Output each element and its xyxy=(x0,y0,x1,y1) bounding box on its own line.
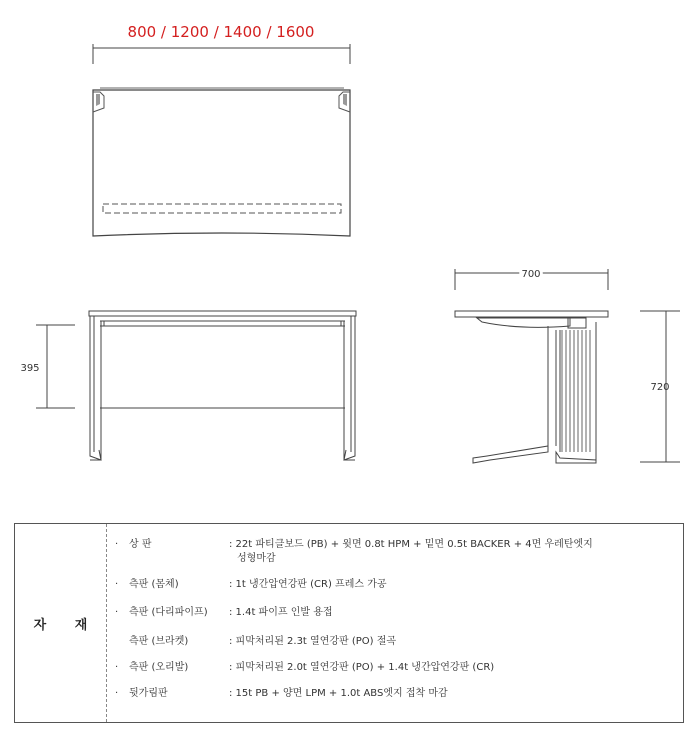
row-value: : 피막처리된 2.0t 열연강판 (PO) + 1.4t 냉간압연강판 (CR) xyxy=(229,662,495,673)
side-view xyxy=(455,269,680,463)
side-panel-hatch xyxy=(562,330,590,452)
depth-label: 700 xyxy=(521,269,541,280)
row-bullet: · xyxy=(115,539,119,550)
side-desktop xyxy=(455,311,608,317)
side-bracket-block xyxy=(568,318,586,328)
corner-fill-left xyxy=(96,94,100,106)
leg-height-label: 395 xyxy=(20,363,40,374)
corner-fill-right xyxy=(343,94,347,106)
side-foot-rear xyxy=(556,452,596,463)
row-value: : 15t PB + 양면 LPM + 1.0t ABS엣지 접착 마감 xyxy=(229,688,448,699)
width-options-label: 800 / 1200 / 1400 / 1600 xyxy=(127,23,315,41)
row-label: 측판 (오리발) xyxy=(129,662,189,673)
row-bullet: · xyxy=(115,662,119,673)
front-leg-left xyxy=(90,316,101,460)
row-label: 뒷가림판 xyxy=(129,688,168,699)
row-bullet: · xyxy=(115,579,119,590)
materials-table xyxy=(14,523,684,723)
row-value: : 22t 파티클보드 (PB) + 윗면 0.8t HPM + 밑면 0.5t BACKER + 4면 우레탄엣지 xyxy=(229,539,593,550)
front-leg-right xyxy=(344,316,355,460)
row-label: 측판 (브라켓) xyxy=(129,636,189,647)
modesty-panel-hidden xyxy=(103,204,341,213)
front-view xyxy=(36,311,356,460)
desktop-plan-outline xyxy=(93,90,350,236)
row-label: 측판 (다리파이프) xyxy=(129,607,208,618)
row-value-continued: 성형마감 xyxy=(237,553,276,564)
row-bullet: · xyxy=(115,688,119,699)
row-label: 상 판 xyxy=(129,539,152,550)
side-body-column xyxy=(548,322,596,460)
height-label: 720 xyxy=(650,382,670,393)
row-label: 측판 (몸체) xyxy=(129,579,179,590)
row-value: : 1t 냉간압연강판 (CR) 프레스 가공 xyxy=(229,579,387,590)
row-value: : 피막처리된 2.3t 열연강판 (PO) 절곡 xyxy=(229,636,397,647)
side-foot xyxy=(473,446,548,463)
top-view xyxy=(93,44,350,236)
row-value: : 1.4t 파이프 인발 용접 xyxy=(229,607,333,618)
row-bullet: · xyxy=(115,607,119,618)
materials-heading: 자 재 xyxy=(15,524,107,722)
side-bracket-arm xyxy=(477,318,570,327)
front-desktop xyxy=(89,311,356,316)
